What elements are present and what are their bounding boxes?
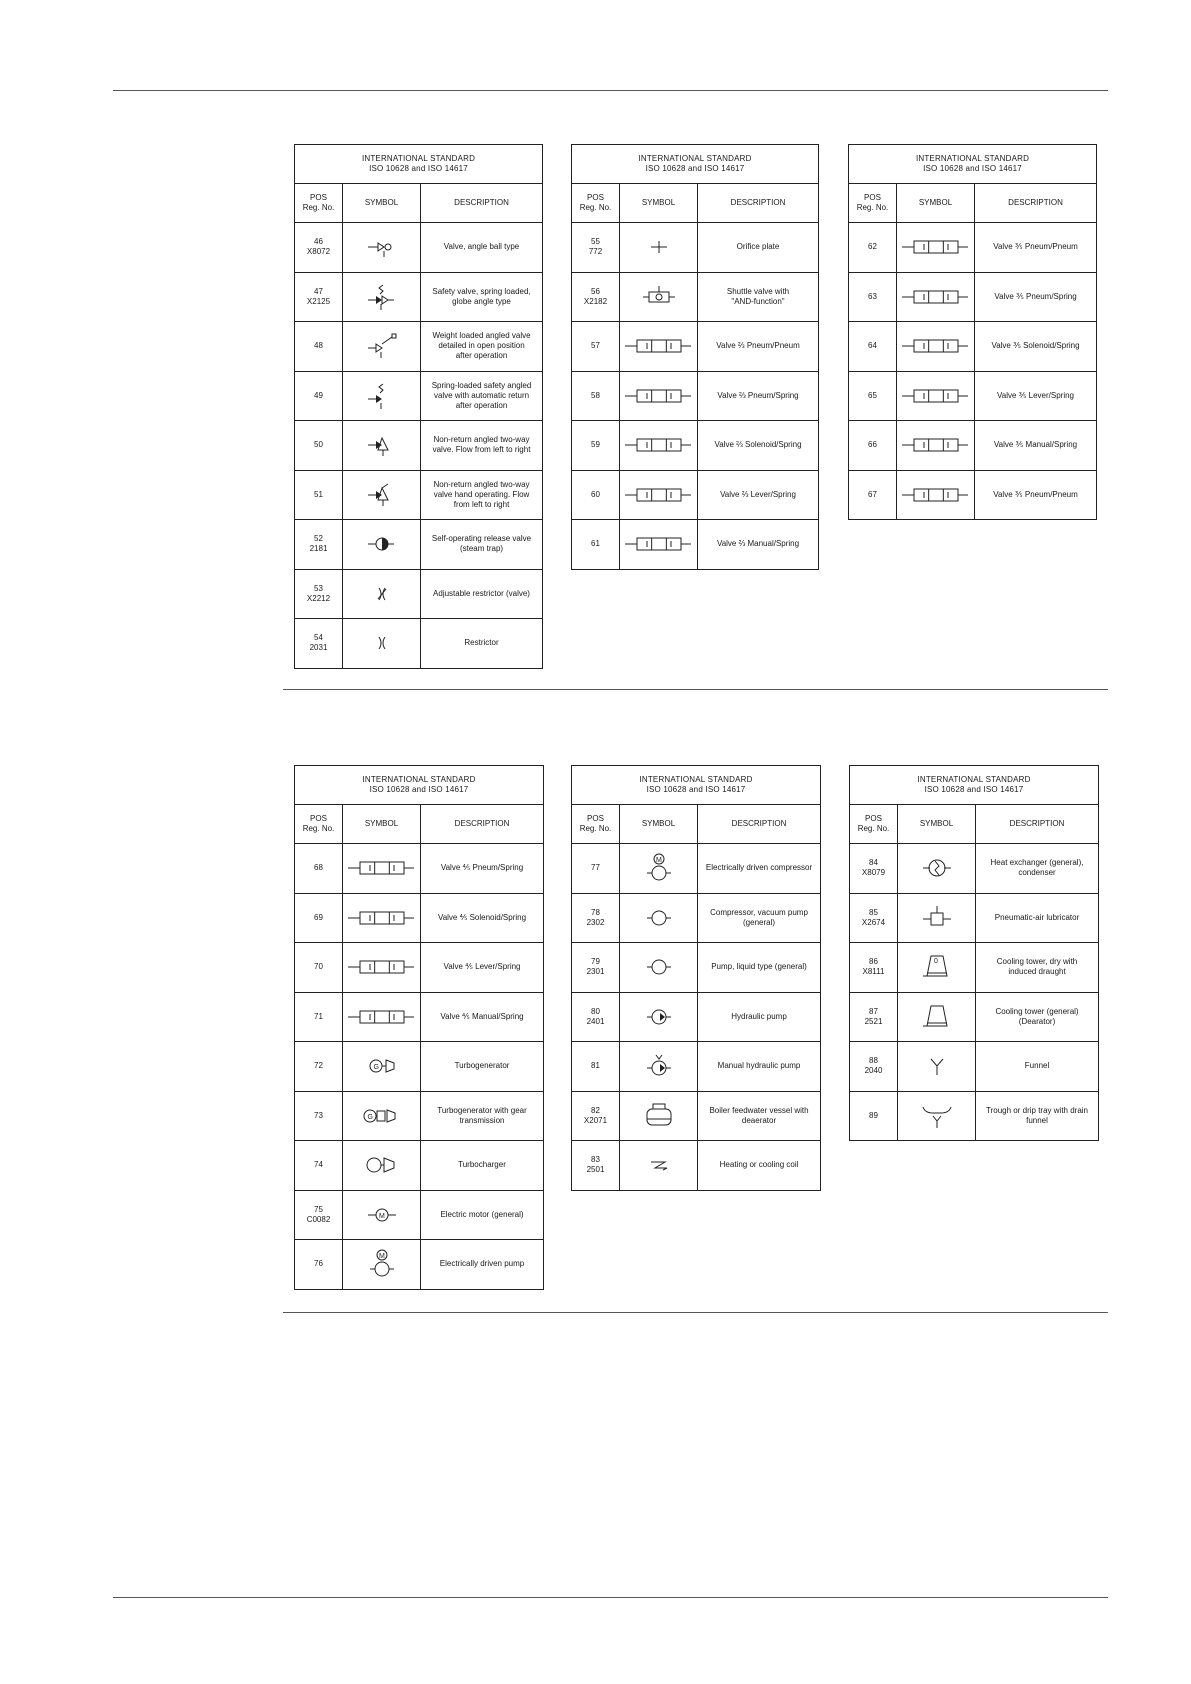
symbol-cell [898, 992, 976, 1042]
symbol-cell [898, 893, 976, 943]
table-row [295, 1042, 544, 1092]
feedwater-vessel-icon [623, 1101, 695, 1131]
section-rule-2 [283, 1312, 1108, 1313]
col-header-pos: POS Reg. No. [295, 805, 343, 844]
symbol-cell [343, 1190, 421, 1240]
symbol-cell [620, 322, 698, 372]
symbol-cell [897, 272, 975, 322]
description-trough-or-drip-tray-with-drain-funnel: Trough or drip tray with drain funnel [976, 1091, 1099, 1141]
col-header-description: DESCRIPTION [421, 184, 543, 223]
table-row [572, 421, 819, 471]
symbol-cell [620, 272, 698, 322]
pos-number: 48 [295, 322, 343, 372]
table-row [850, 943, 1099, 993]
description-valve-pneum-pneum: Valve ⅔ Pneum/Pneum [698, 322, 819, 372]
description-valve-lever-spring: Valve ⅗ Lever/Spring [975, 371, 1097, 421]
symbol-cell [343, 371, 421, 421]
description-valve-pneum-spring: Valve ⅔ Pneum/Spring [698, 371, 819, 421]
shuttle-valve-icon [623, 282, 695, 312]
table-row [572, 844, 821, 894]
pos-number: 65 [849, 371, 897, 421]
pos-number: 80 2401 [572, 992, 620, 1042]
description-valve-solenoid-spring: Valve ⅘ Solenoid/Spring [421, 893, 544, 943]
symbol-cell [897, 421, 975, 471]
pos-number: 81 [572, 1042, 620, 1092]
orifice-plate-icon [623, 232, 695, 262]
pos-number: 83 2501 [572, 1141, 620, 1191]
pos-number: 60 [572, 470, 620, 520]
symbol-cell [343, 272, 421, 322]
table-row [850, 1042, 1099, 1092]
table-row [849, 272, 1097, 322]
col-header-description: DESCRIPTION [976, 805, 1099, 844]
symbol-cell [343, 943, 421, 993]
non-return-valve-icon [346, 430, 418, 460]
symbol-cell [620, 943, 698, 993]
table-row [850, 893, 1099, 943]
symbol-cell [343, 322, 421, 372]
description-self-operating-release-valve-steam-trap: Self-operating release valve (steam trap) [421, 520, 543, 570]
col-header-symbol: SYMBOL [620, 184, 698, 223]
symbol-cell [898, 844, 976, 894]
description-valve-lever-spring: Valve ⅔ Lever/Spring [698, 470, 819, 520]
col-header-symbol: SYMBOL [620, 805, 698, 844]
col-header-pos: POS Reg. No. [849, 184, 897, 223]
col-header-pos: POS Reg. No. [295, 184, 343, 223]
table-row [572, 371, 819, 421]
col-header-description: DESCRIPTION [421, 805, 544, 844]
description-heat-exchanger-general-condenser: Heat exchanger (general), condenser [976, 844, 1099, 894]
pos-number: 76 [295, 1240, 343, 1290]
description-cooling-tower-dry-with-induced-draught: Cooling tower, dry with induced draught [976, 943, 1099, 993]
valve-block-icon [623, 381, 695, 411]
description-electric-motor-general: Electric motor (general) [421, 1190, 544, 1240]
symbol-cell [897, 470, 975, 520]
pos-number: 69 [295, 893, 343, 943]
table-row [295, 371, 543, 421]
symbol-cell [897, 371, 975, 421]
table-row [849, 371, 1097, 421]
description-electrically-driven-compressor: Electrically driven compressor [698, 844, 821, 894]
weight-loaded-valve-icon [346, 331, 418, 361]
turbogenerator-icon [346, 1051, 418, 1081]
hydraulic-pump-icon [623, 1002, 695, 1032]
description-valve-solenoid-spring: Valve ⅔ Solenoid/Spring [698, 421, 819, 471]
table-row [295, 421, 543, 471]
pos-number: 54 2031 [295, 619, 343, 669]
description-valve-pneum-spring: Valve ⅘ Pneum/Spring [421, 844, 544, 894]
pos-number: 88 2040 [850, 1042, 898, 1092]
pos-number: 79 2301 [572, 943, 620, 993]
pos-number: 71 [295, 992, 343, 1042]
symbol-cell [620, 893, 698, 943]
description-cooling-tower-general-dearator: Cooling tower (general) (Dearator) [976, 992, 1099, 1042]
pos-number: 52 2181 [295, 520, 343, 570]
symbol-cell [343, 1240, 421, 1290]
table-row [295, 322, 543, 372]
description-valve-manual-spring: Valve ⅔ Manual/Spring [698, 520, 819, 570]
compressor-icon [623, 903, 695, 933]
description-weight-loaded-angled-valve-detailed-in-open-position-after-operation: Weight loaded angled valve detailed in open position after operation [421, 322, 543, 372]
cooling-tower-dry-icon [901, 952, 973, 982]
table-header: INTERNATIONAL STANDARD ISO 10628 and ISO 14617 [850, 766, 1099, 805]
table-row [572, 1042, 821, 1092]
turbogenerator-gear-icon [346, 1101, 418, 1131]
symbol-cell [620, 371, 698, 421]
description-turbogenerator-with-gear-transmission: Turbogenerator with gear transmission [421, 1091, 544, 1141]
funnel-icon [901, 1051, 973, 1081]
angle-ball-valve-icon [346, 232, 418, 262]
pos-number: 46 X8072 [295, 223, 343, 273]
description-compressor-vacuum-pump-general: Compressor, vacuum pump (general) [698, 893, 821, 943]
table-row [850, 1091, 1099, 1141]
pos-number: 49 [295, 371, 343, 421]
pos-number: 53 X2212 [295, 569, 343, 619]
valve-block-icon [623, 480, 695, 510]
table-row [572, 322, 819, 372]
description-non-return-angled-two-way-valve-flow-from-left-to-right: Non-return angled two-way valve. Flow from left to right [421, 421, 543, 471]
symbol-cell [897, 322, 975, 372]
svg-text:M: M [655, 857, 662, 865]
valve-block-icon [900, 331, 972, 361]
table-row [572, 1141, 821, 1191]
manual-hydraulic-pump-icon [623, 1051, 695, 1081]
pos-number: 72 [295, 1042, 343, 1092]
symbol-cell [620, 470, 698, 520]
svg-text:M: M [378, 1212, 385, 1220]
symbol-cell [620, 1042, 698, 1092]
table-row [572, 992, 821, 1042]
top-rule [113, 90, 1108, 91]
table-row [849, 322, 1097, 372]
turbocharger-icon [346, 1150, 418, 1180]
col-header-symbol: SYMBOL [897, 184, 975, 223]
description-restrictor: Restrictor [421, 619, 543, 669]
description-funnel: Funnel [976, 1042, 1099, 1092]
symbol-cell [343, 844, 421, 894]
restrictor-icon [346, 628, 418, 658]
electric-pump-icon [346, 1249, 418, 1279]
electric-motor-icon [346, 1200, 418, 1230]
electric-compressor-icon [623, 853, 695, 883]
table-row [572, 1091, 821, 1141]
symbol-cell [343, 223, 421, 273]
col-header-description: DESCRIPTION [698, 805, 821, 844]
description-heating-or-cooling-coil: Heating or cooling coil [698, 1141, 821, 1191]
valve-block-icon [900, 232, 972, 262]
pos-number: 87 2521 [850, 992, 898, 1042]
pos-number: 75 C0082 [295, 1190, 343, 1240]
description-pneumatic-air-lubricator: Pneumatic-air lubricator [976, 893, 1099, 943]
description-pump-liquid-type-general: Pump, liquid type (general) [698, 943, 821, 993]
valve-block-icon [346, 952, 418, 982]
bottom-rule [113, 1597, 1108, 1598]
table-row [572, 223, 819, 273]
pos-number: 82 X2071 [572, 1091, 620, 1141]
symbol-cell [343, 1091, 421, 1141]
symbol-cell [620, 421, 698, 471]
svg-text:G: G [373, 1064, 379, 1072]
valve-block-icon [346, 903, 418, 933]
valve-block-icon [900, 381, 972, 411]
spring-safety-valve-icon [346, 381, 418, 411]
liquid-pump-icon [623, 952, 695, 982]
symbol-cell [343, 470, 421, 520]
pos-number: 84 X8079 [850, 844, 898, 894]
symbol-table-2 [571, 144, 819, 570]
valve-block-icon [900, 480, 972, 510]
table-row [295, 844, 544, 894]
description-non-return-angled-two-way-valve-hand-operating-flow-from-left-to-right: Non-return angled two-way valve hand operating. Flow from left to right [421, 470, 543, 520]
table-header: INTERNATIONAL STANDARD ISO 10628 and ISO 14617 [572, 766, 821, 805]
table-row [295, 1190, 544, 1240]
table-row [295, 1240, 544, 1290]
symbol-table-1 [294, 144, 543, 669]
table-row [850, 844, 1099, 894]
adjustable-restrictor-icon [346, 579, 418, 609]
table-row [295, 569, 543, 619]
svg-text:0: 0 [933, 958, 938, 966]
description-hydraulic-pump: Hydraulic pump [698, 992, 821, 1042]
symbol-cell [343, 619, 421, 669]
description-spring-loaded-safety-angled-valve-with-automatic-return-after-operation: Spring-loaded safety angled valve with automatic return after operation [421, 371, 543, 421]
pos-number: 58 [572, 371, 620, 421]
col-header-pos: POS Reg. No. [572, 184, 620, 223]
description-orifice-plate: Orifice plate [698, 223, 819, 273]
pos-number: 57 [572, 322, 620, 372]
description-valve-solenoid-spring: Valve ⅗ Solenoid/Spring [975, 322, 1097, 372]
drip-tray-icon [901, 1101, 973, 1131]
pos-number: 63 [849, 272, 897, 322]
pos-number: 55 772 [572, 223, 620, 273]
pos-number: 66 [849, 421, 897, 471]
table-row [849, 223, 1097, 273]
pos-number: 74 [295, 1141, 343, 1191]
table-header: INTERNATIONAL STANDARD ISO 10628 and ISO 14617 [572, 145, 819, 184]
symbol-cell [897, 223, 975, 273]
table-row [295, 1141, 544, 1191]
valve-block-icon [623, 331, 695, 361]
description-shuttle-valve-with-and-function: Shuttle valve with "AND-function" [698, 272, 819, 322]
symbol-cell [620, 1091, 698, 1141]
description-turbogenerator: Turbogenerator [421, 1042, 544, 1092]
table-row [295, 893, 544, 943]
symbol-cell [620, 844, 698, 894]
table-header: INTERNATIONAL STANDARD ISO 10628 and ISO 14617 [295, 145, 543, 184]
symbol-table-5 [571, 765, 821, 1191]
symbol-cell [343, 421, 421, 471]
valve-block-icon [623, 430, 695, 460]
pos-number: 62 [849, 223, 897, 273]
table-row [572, 272, 819, 322]
symbol-cell [898, 943, 976, 993]
pos-number: 68 [295, 844, 343, 894]
pos-number: 70 [295, 943, 343, 993]
table-row [295, 470, 543, 520]
symbol-cell [620, 223, 698, 273]
pos-number: 67 [849, 470, 897, 520]
table-row [572, 893, 821, 943]
table-row [850, 992, 1099, 1042]
table-header: INTERNATIONAL STANDARD ISO 10628 and ISO 14617 [849, 145, 1097, 184]
pos-number: 50 [295, 421, 343, 471]
description-safety-valve-spring-loaded-globe-angle-type: Safety valve, spring loaded, globe angle type [421, 272, 543, 322]
safety-valve-icon [346, 282, 418, 312]
table-row [295, 520, 543, 570]
symbol-cell [343, 893, 421, 943]
pos-number: 56 X2182 [572, 272, 620, 322]
table-row [295, 272, 543, 322]
symbol-cell [343, 992, 421, 1042]
valve-block-icon [900, 430, 972, 460]
symbol-cell [343, 1141, 421, 1191]
description-valve-pneum-pneum: Valve ⅗ Pneum/Pneum [975, 223, 1097, 273]
pos-number: 51 [295, 470, 343, 520]
table-row [295, 619, 543, 669]
table-row [572, 470, 819, 520]
pos-number: 85 X2674 [850, 893, 898, 943]
heat-exchanger-icon [901, 853, 973, 883]
pos-number: 77 [572, 844, 620, 894]
symbol-cell [898, 1042, 976, 1092]
lubricator-icon [901, 903, 973, 933]
symbol-cell [343, 1042, 421, 1092]
description-boiler-feedwater-vessel-with-deaerator: Boiler feedwater vessel with deaerator [698, 1091, 821, 1141]
heating-coil-icon [623, 1150, 695, 1180]
description-valve-lever-spring: Valve ⅘ Lever/Spring [421, 943, 544, 993]
table-row [295, 223, 543, 273]
description-valve-angle-ball-type: Valve, angle ball type [421, 223, 543, 273]
description-valve-pneum-spring: Valve ⅗ Pneum/Spring [975, 272, 1097, 322]
symbol-cell [343, 569, 421, 619]
description-turbocharger: Turbocharger [421, 1141, 544, 1191]
pos-number: 59 [572, 421, 620, 471]
pos-number: 78 2302 [572, 893, 620, 943]
symbol-cell [620, 1141, 698, 1191]
col-header-pos: POS Reg. No. [850, 805, 898, 844]
col-header-symbol: SYMBOL [898, 805, 976, 844]
table-row [295, 943, 544, 993]
symbol-table-3 [848, 144, 1097, 520]
symbol-cell [620, 520, 698, 570]
pos-number: 73 [295, 1091, 343, 1141]
description-valve-pneum-pneum: Valve ⅗ Pneum/Pneum [975, 470, 1097, 520]
col-header-description: DESCRIPTION [698, 184, 819, 223]
col-header-symbol: SYMBOL [343, 184, 421, 223]
table-row [849, 421, 1097, 471]
section-rule-1 [283, 689, 1108, 690]
valve-block-icon [346, 1002, 418, 1032]
col-header-symbol: SYMBOL [343, 805, 421, 844]
pos-number: 86 X8111 [850, 943, 898, 993]
table-header: INTERNATIONAL STANDARD ISO 10628 and ISO 14617 [295, 766, 544, 805]
table-row [572, 520, 819, 570]
col-header-pos: POS Reg. No. [572, 805, 620, 844]
valve-block-icon [346, 853, 418, 883]
symbol-cell [620, 992, 698, 1042]
description-valve-manual-spring: Valve ⅘ Manual/Spring [421, 992, 544, 1042]
table-row [849, 470, 1097, 520]
pos-number: 64 [849, 322, 897, 372]
cooling-tower-icon [901, 1002, 973, 1032]
pos-number: 89 [850, 1091, 898, 1141]
table-row [295, 1091, 544, 1141]
svg-text:M: M [378, 1253, 385, 1261]
pos-number: 47 X2125 [295, 272, 343, 322]
pos-number: 61 [572, 520, 620, 570]
description-manual-hydraulic-pump: Manual hydraulic pump [698, 1042, 821, 1092]
non-return-hand-valve-icon [346, 480, 418, 510]
table-row [572, 943, 821, 993]
description-electrically-driven-pump: Electrically driven pump [421, 1240, 544, 1290]
valve-block-icon [900, 282, 972, 312]
symbol-cell [343, 520, 421, 570]
symbol-table-6 [849, 765, 1099, 1141]
col-header-description: DESCRIPTION [975, 184, 1097, 223]
valve-block-icon [623, 529, 695, 559]
steam-trap-icon [346, 529, 418, 559]
symbol-cell [898, 1091, 976, 1141]
description-valve-manual-spring: Valve ⅗ Manual/Spring [975, 421, 1097, 471]
table-row [295, 992, 544, 1042]
symbol-table-4 [294, 765, 544, 1290]
description-adjustable-restrictor-valve: Adjustable restrictor (valve) [421, 569, 543, 619]
svg-text:G: G [367, 1113, 373, 1121]
